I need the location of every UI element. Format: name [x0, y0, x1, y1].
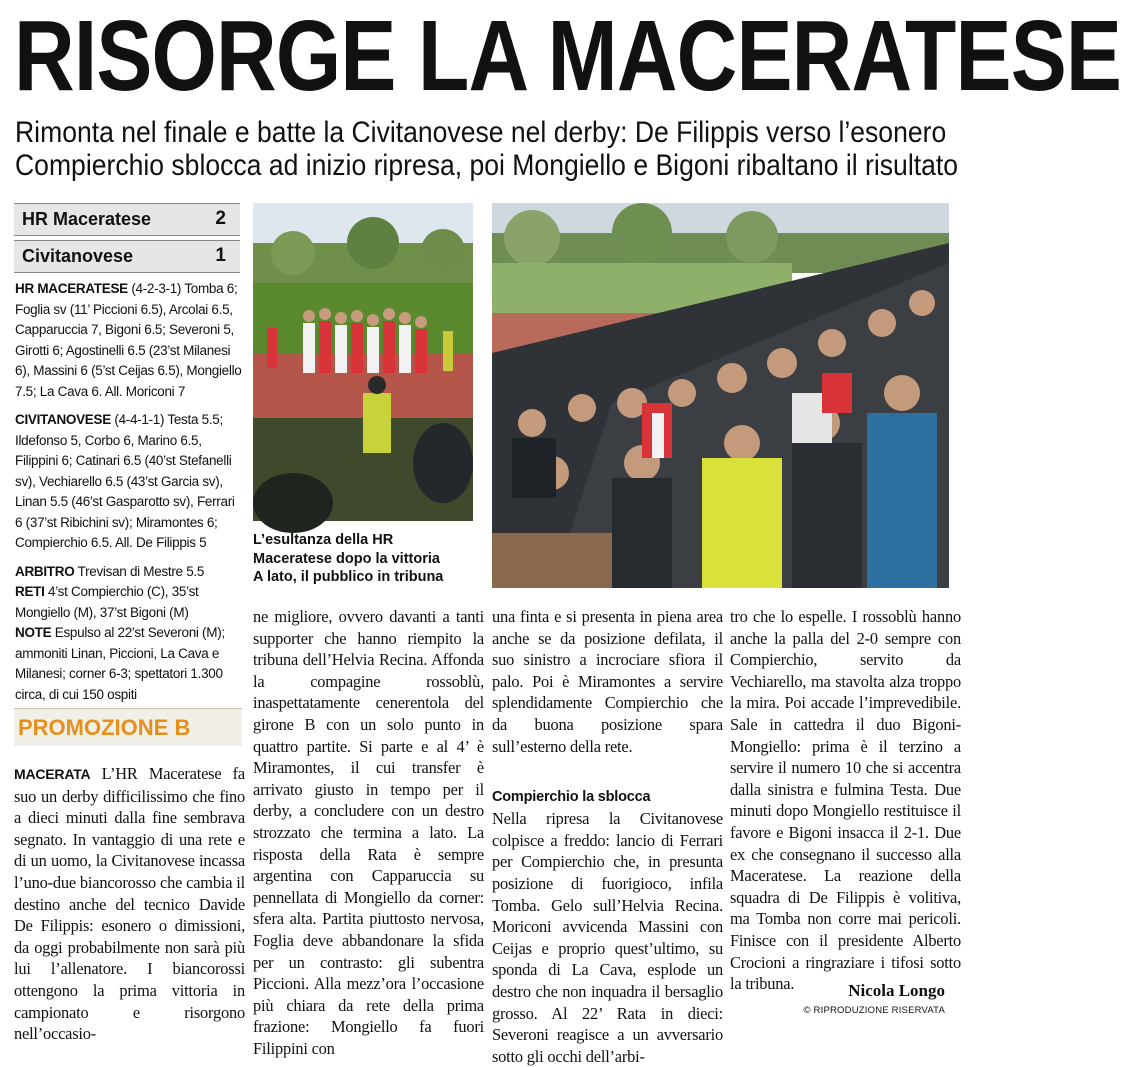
photo-celebration	[253, 203, 473, 521]
caption-line-3: A lato, il pubblico in tribuna	[253, 569, 444, 585]
copyright-note: © RIPRODUZIONE RISERVATA	[803, 1005, 945, 1016]
dateline: MACERATA	[14, 766, 91, 782]
lineup-away	[15, 410, 243, 554]
referee-label: ARBITRO	[15, 563, 75, 579]
lineup-home-text: (4-2-3-1) Tomba 6; Foglia sv (11’ Piccioni 6.5), Arcolai 6.5, Capparuccia 7, Bigoni 6.5; Severoni 5, Girotti 6; Agostinelli 6.5 (23’st Milanesi 6), Massini 6 (5’st Ceijas 6.5), Mongiello 7.5; La Cava 6. All. Moriconi 7	[15, 281, 242, 399]
lineup-away-label: CIVITANOVESE	[15, 412, 111, 427]
headline: RISORGE LA MACERATESE	[14, 0, 1121, 112]
goals-text: 4’st Compierchio (C), 35’st Mongiello (M), 37’st Bigoni (M)	[15, 584, 199, 620]
caption-line-2: Maceratese dopo la vittoria	[253, 550, 440, 567]
score-team-home: HR Maceratese	[22, 209, 152, 229]
byline: Nicola Longo	[848, 981, 945, 1000]
article-col3-text: una finta e si presenta in piena area anche se da posizione defilata, il suo sinistro a incrociare sfiora il palo. Poi è Miramontes a servire splendidamente Compierchio che da buona posizione spara sull’esterno della rete.	[492, 607, 723, 756]
goals-label: RETI	[15, 584, 45, 599]
photo-celebration-illustration	[253, 203, 473, 521]
notes-label: NOTE	[15, 625, 52, 640]
score-row-home	[14, 203, 240, 236]
article-col1-text: L’HR Maceratese fa suo un derby difficilissimo che fino a dieci minuti dalla fine sembrava segnato. In vantaggio di una rete e di un uomo, la Civitanovese incassa l’uno-due biancorosso che cambia il destino anche del tecnico Davide De Filippis: esonero o dimissioni, da oggi probabilmente non sarà più lui l’allenatore. I biancorossi ottengono la prima vittoria in campionato e risorgono nell’occasio-	[14, 764, 245, 1044]
article-column-2	[253, 606, 484, 1059]
referee	[15, 562, 243, 583]
notes-text: Espulso al 22’st Severoni (M); ammoniti Linan, Piccioni, La Cava e Milanesi; corner 6-3; spettatori 1.300 circa, di cui 150 ospiti	[15, 625, 225, 702]
lineup-home	[15, 279, 243, 402]
referee-text: Trevisan di Mestre 5.5	[77, 563, 205, 579]
match-report-box	[15, 279, 243, 705]
goals	[15, 582, 243, 623]
subheadline-line-1: Rimonta nel finale e batte la Civitanovese nel derby: De Filippis verso l’esonero	[15, 116, 947, 149]
article-col4-text: tro che lo espelle. I rossoblù hanno anche la palla del 2-0 sempre con Compierchio, servito da Vechiarello, ma stavolta alza troppo la mira. Poi accade l’imprevedibile. Sale in cattedra il duo Bigoni-Mongiello: prima è il terzino a servire il numero 10 che si accentra dalla sinistra e fulmina Testa. Due minuti dopo Mongiello restituisce il favore e Bigoni insacca il 2-1. Due ex che consegnano il successo alla Maceratese. La reazione della squadra di De Filippis è volitiva, ma Tomba non corre mai pericoli. Finisce con il presidente Alberto Crocioni a ringraziare i tifosi sotto la tribuna.	[730, 607, 961, 994]
caption-line-1: L’esultanza della HR	[253, 532, 394, 548]
photo-crowd-illustration	[492, 203, 949, 588]
lineup-away-text: (4-4-1-1) Testa 5.5; Ildefonso 5, Corbo 6, Marino 6.5, Filippini 6; Catinari 6.5 (40’st Stefanelli sv), Vechiarello 6.5 (43’st Garcia sv), Linan 5.5 (46’st Gasparotto sv), Ferrari 6 (37’st Ribichini sv); Miramontes 6; Compierchio 6.5. All. De Filippis 5	[15, 412, 235, 550]
article-column-3	[492, 606, 723, 1067]
section-label: PROMOZIONE B	[14, 708, 242, 746]
photo-caption	[253, 531, 483, 587]
score-goals-home: 2	[215, 208, 226, 229]
notes	[15, 623, 243, 705]
subheadline-line-2: Compierchio sblocca ad inizio ripresa, poi Mongiello e Bigoni ribaltano il risultato	[15, 149, 959, 182]
article-col2-text: ne migliore, ovvero davanti a tanti supporter che hanno riempito la tribuna dell’Helvia Recina. Affonda la compagine rossoblù, inaspettatamente cenerentola del girone B con un solo punto in quattro partite. Si parte e al 4’ è Miramontes, il cui transfer è arrivato giusto in tempo per il derby, a concludere con un destro strozzato che termina a lato. La risposta della Rata è sempre argentina con Capparuccia su pennellata di Mongiello da corner: sfera alta. Partita piuttosto nervosa, Foglia deve abbandonare la sfida per un contrasto: gli subentra Piccioni. Alla mezz’ora l’occasione più chiara da rete della prima frazione: Mongiello fa fuori Filippini con	[253, 607, 484, 1058]
score-goals-away: 1	[215, 245, 226, 266]
score-row-away	[14, 240, 240, 273]
lineup-home-label: HR MACERATESE	[15, 281, 128, 296]
article-column-1	[14, 763, 245, 1045]
article-col3-text-b: Nella ripresa la Civitanovese colpisce a freddo: lancio di Ferrari per Compierchio che, in presunta posizione di fuorigioco, infila Tomba. Gelo sull’Helvia Recina. Moriconi avvicenda Massini con Ceijas e proprio quest’ultimo, su sponda di La Cava, esplode un destro che non inquadra il bersaglio grosso. Al 22’ Rata in dieci: Severoni reagisce a un avversario sotto gli occhi dell’arbi-	[492, 809, 723, 1066]
article-subheading: Compierchio la sblocca	[492, 789, 651, 806]
article-paragraph-1	[14, 763, 245, 1045]
score-team-away: Civitanovese	[22, 246, 134, 266]
photo-crowd	[492, 203, 949, 588]
article-column-4	[730, 606, 961, 995]
